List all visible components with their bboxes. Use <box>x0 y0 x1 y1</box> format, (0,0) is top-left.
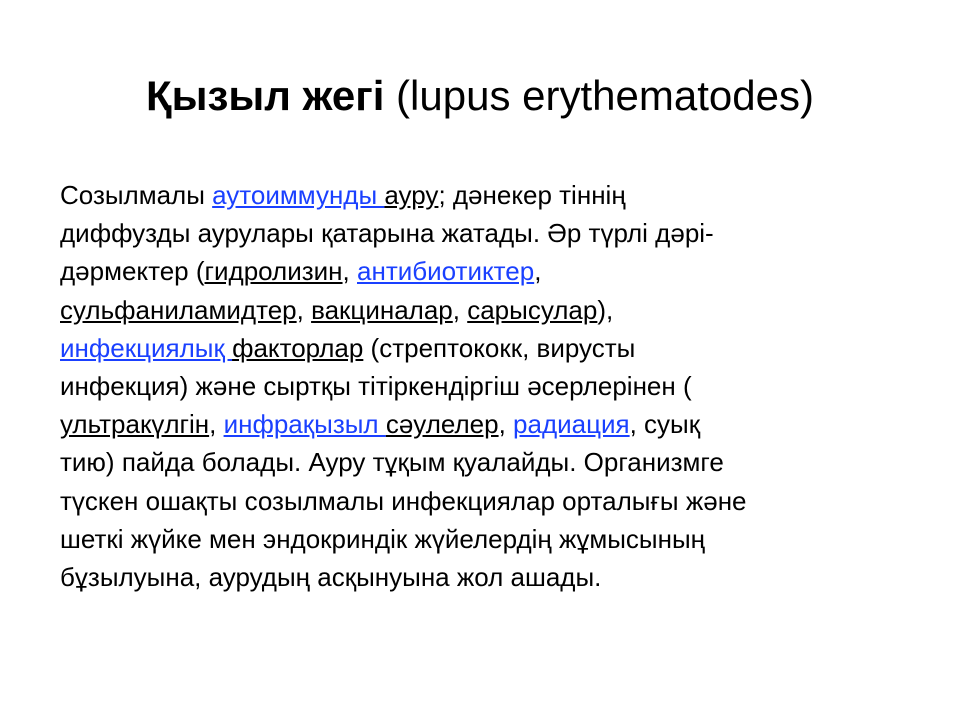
underlined-ultraviolet: ультракүлгін <box>60 409 210 440</box>
text-run: (стрептококк, вирусты <box>363 332 636 363</box>
text-line <box>60 329 910 367</box>
text-line <box>60 405 910 443</box>
text-run: , <box>209 409 224 440</box>
title-latin: (lupus erythematodes) <box>384 72 814 119</box>
text-run: , <box>296 294 312 325</box>
text-line: диффузды аурулары қатарына жатады. Әр түрлі дәрі- <box>60 218 714 249</box>
underlined-rays: сәулелер <box>385 409 499 440</box>
link-infrared[interactable]: инфрақызыл <box>223 409 386 440</box>
text-run: , <box>452 294 468 325</box>
underlined-disease: ауру <box>384 180 439 210</box>
text-line: шеткі жүйке мен эндокриндік жүйелердің жұмысының <box>60 523 706 554</box>
text-run: ; дәнекер тіннің <box>438 180 626 210</box>
text-run: ), <box>597 294 614 325</box>
text-run: , <box>534 256 542 287</box>
underlined-factors: факторлар <box>232 332 364 363</box>
text-line: бұзылуына, аурудың асқынуына жол ашады. <box>60 562 602 593</box>
slide-title <box>0 66 960 126</box>
underlined-hydralazine: гидролизин <box>204 256 343 287</box>
text-run: дәрмектер ( <box>60 256 205 287</box>
text-run: , <box>498 409 514 440</box>
text-line: инфекция) және сыртқы тітіркендіргіш әсерлерінен ( <box>60 371 692 402</box>
link-autoimmune[interactable]: аутоиммунды <box>212 180 385 210</box>
underlined-vaccines: вакциналар <box>311 294 453 325</box>
text-line <box>60 291 910 329</box>
link-antibiotics[interactable]: антибиотиктер <box>357 256 535 287</box>
text-run: , суық <box>629 409 701 440</box>
text-line <box>60 252 910 290</box>
link-radiation[interactable]: радиация <box>513 409 630 440</box>
text-line <box>60 176 910 214</box>
text-line: түскен ошақты созылмалы инфекциялар орталығы және <box>60 485 747 516</box>
underlined-serums: сарысулар <box>467 294 598 325</box>
text-run: Созылмалы <box>60 180 213 210</box>
underlined-sulfonamides: сульфаниламидтер <box>60 294 297 325</box>
text-line: тию) пайда болады. Ауру тұқым қуалайды. Организмге <box>60 447 724 478</box>
title-kazakh: Қызыл жегі <box>146 72 385 119</box>
text-run: , <box>342 256 357 287</box>
link-infectious[interactable]: инфекциялық <box>60 332 233 363</box>
body-text <box>60 176 910 596</box>
